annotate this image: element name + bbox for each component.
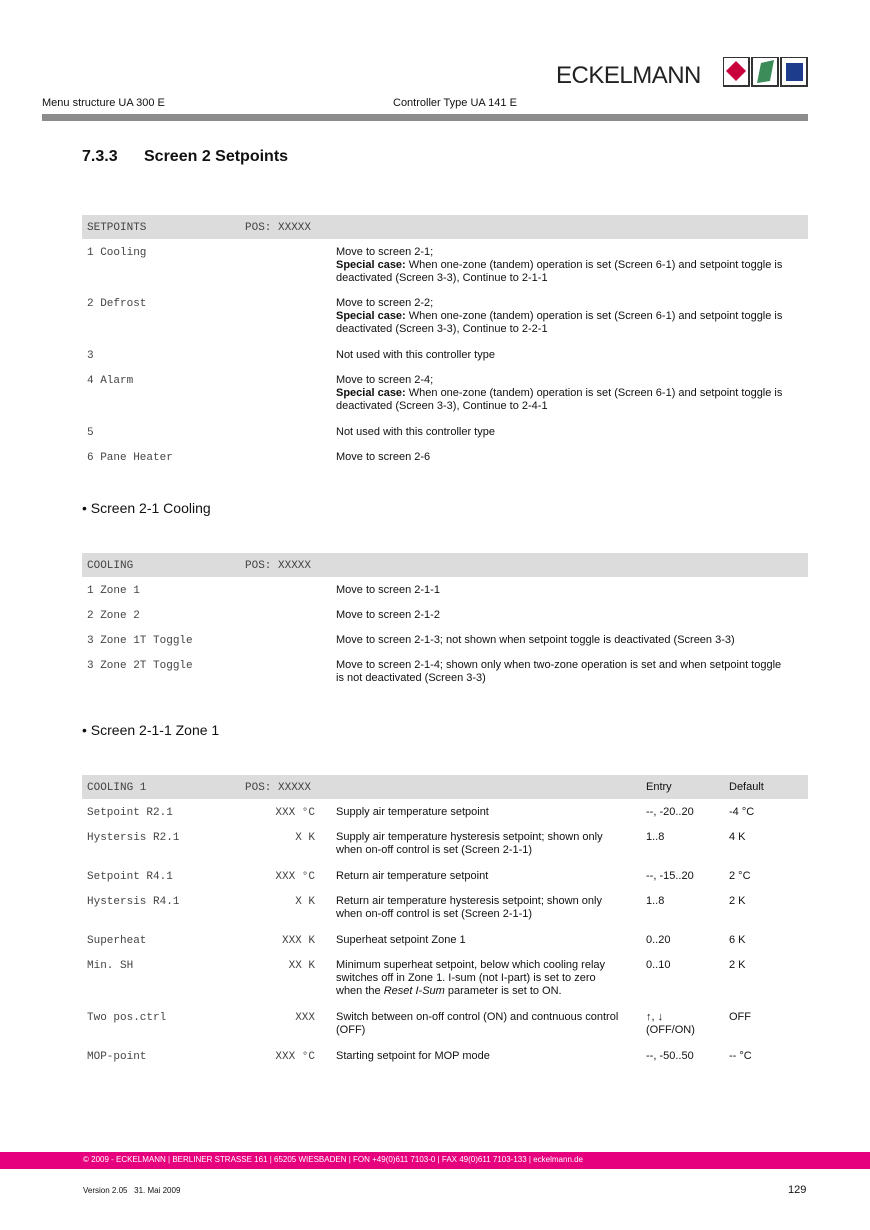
row-entry: 0..10 bbox=[646, 959, 671, 971]
row-entry: --, -15..20 bbox=[646, 870, 694, 882]
desc-line: when on-off control is set (Screen 2-1-1) bbox=[336, 844, 533, 856]
logo-mark-icon bbox=[723, 57, 809, 87]
row-description: Move to screen 2-1-1 bbox=[336, 584, 440, 596]
bullet-icon: • bbox=[82, 500, 87, 516]
row-description bbox=[336, 895, 636, 921]
logo-text: ECKELMANN bbox=[556, 62, 701, 89]
row-name: Hystersis R4.1 bbox=[87, 896, 180, 908]
row-default: 4 K bbox=[729, 831, 746, 843]
page-number: 129 bbox=[788, 1184, 807, 1196]
row-value: X K bbox=[295, 832, 315, 844]
row-description: Move to screen 2-6 bbox=[336, 451, 431, 463]
row-description bbox=[336, 374, 808, 413]
row-name: 2 Defrost bbox=[87, 298, 147, 310]
desc-line: Return air temperature hysteresis setpoint; shown only bbox=[336, 895, 602, 907]
desc-line: when the bbox=[336, 985, 384, 997]
row-name: 6 Pane Heater bbox=[87, 452, 173, 464]
row-entry bbox=[646, 1011, 695, 1037]
table-head-name: COOLING 1 bbox=[87, 782, 147, 794]
bullet-icon: • bbox=[82, 722, 87, 738]
row-name: 3 Zone 1T Toggle bbox=[87, 635, 193, 647]
row-entry: 0..20 bbox=[646, 934, 671, 946]
row-value: XXX °C bbox=[275, 871, 315, 883]
special-case-label: Special case: bbox=[336, 387, 406, 399]
row-description: Not used with this controller type bbox=[336, 426, 495, 438]
subsection-title: Screen 2-1 Cooling bbox=[90, 500, 211, 516]
row-entry: 1..8 bbox=[646, 895, 665, 907]
row-name: Two pos.ctrl bbox=[87, 1012, 167, 1024]
row-entry: --, -20..20 bbox=[646, 806, 694, 818]
row-default: OFF bbox=[729, 1011, 751, 1023]
row-name: Min. SH bbox=[87, 960, 134, 972]
row-name: 2 Zone 2 bbox=[87, 610, 140, 622]
row-description: Supply air temperature setpoint bbox=[336, 806, 489, 818]
table-head-entry: Entry bbox=[646, 781, 672, 793]
setpoints-table-header bbox=[82, 215, 808, 239]
desc-line: when on-off control is set (Screen 2-1-1) bbox=[336, 908, 533, 920]
row-description: Move to screen 2-1-3; not shown when setpoint toggle is deactivated (Screen 3-3) bbox=[336, 634, 735, 646]
row-entry: 1..8 bbox=[646, 831, 665, 843]
desc-line: parameter is set to ON. bbox=[444, 985, 562, 997]
table-head-name: COOLING bbox=[87, 560, 134, 572]
row-default: 2 K bbox=[729, 959, 746, 971]
row-description bbox=[336, 659, 808, 685]
row-name: MOP-point bbox=[87, 1051, 147, 1063]
desc-line: Move to screen 2-2; bbox=[336, 297, 434, 309]
row-value: X K bbox=[295, 896, 315, 908]
desc-line: When one-zone (tandem) operation is set (Screen 6-1) and setpoint toggle is bbox=[405, 310, 783, 322]
header-document-title: Menu structure UA 300 E bbox=[42, 97, 165, 109]
row-description: Starting setpoint for MOP mode bbox=[336, 1050, 490, 1062]
section-title: Screen 2 Setpoints bbox=[144, 148, 289, 165]
footer-bar bbox=[0, 1152, 870, 1169]
desc-line: Move to screen 2-4; bbox=[336, 374, 434, 386]
desc-line: Move to screen 2-1-4; shown only when two-zone operation is set and when setpoint toggle bbox=[336, 659, 782, 671]
section-number: 7.3.3 bbox=[82, 148, 118, 165]
row-name: 1 Cooling bbox=[87, 247, 147, 259]
cooling1-table-header bbox=[82, 775, 808, 799]
subsection-title: Screen 2-1-1 Zone 1 bbox=[90, 722, 220, 738]
row-name: 3 bbox=[87, 350, 94, 362]
row-name: Setpoint R2.1 bbox=[87, 807, 173, 819]
table-head-pos: POS: XXXXX bbox=[245, 560, 312, 572]
row-description bbox=[336, 246, 808, 285]
row-value: XXX °C bbox=[275, 807, 315, 819]
row-description: Not used with this controller type bbox=[336, 349, 495, 361]
desc-line: When one-zone (tandem) operation is set (Screen 6-1) and setpoint toggle is bbox=[405, 387, 783, 399]
row-name: 1 Zone 1 bbox=[87, 585, 140, 597]
row-name: 5 bbox=[87, 427, 94, 439]
row-name: Superheat bbox=[87, 935, 147, 947]
row-entry: --, -50..50 bbox=[646, 1050, 694, 1062]
header-divider bbox=[42, 114, 808, 121]
desc-line: When one-zone (tandem) operation is set (Screen 6-1) and setpoint toggle is bbox=[405, 259, 783, 271]
desc-line: deactivated (Screen 3-3), Continue to 2-4-1 bbox=[336, 400, 548, 412]
row-name: Hystersis R2.1 bbox=[87, 832, 180, 844]
row-value: XXX K bbox=[281, 935, 315, 947]
desc-line: Move to screen 2-1; bbox=[336, 246, 434, 258]
reset-isum-term: Reset I-Sum bbox=[383, 985, 445, 997]
desc-line: switches off in Zone 1. I-sum (not I-part) is set to zero bbox=[336, 972, 596, 984]
row-description bbox=[336, 831, 636, 857]
row-default: 6 K bbox=[729, 934, 746, 946]
table-head-name: SETPOINTS bbox=[87, 222, 147, 234]
row-name: 4 Alarm bbox=[87, 375, 134, 387]
row-default: -- °C bbox=[729, 1050, 752, 1062]
row-description: Superheat setpoint Zone 1 bbox=[336, 934, 466, 946]
row-default: 2 °C bbox=[729, 870, 751, 882]
row-default: 2 K bbox=[729, 895, 746, 907]
desc-line: deactivated (Screen 3-3), Continue to 2-2-1 bbox=[336, 323, 548, 335]
row-description: Return air temperature setpoint bbox=[336, 870, 489, 882]
table-head-pos: POS: XXXXX bbox=[245, 222, 312, 234]
desc-line: Supply air temperature hysteresis setpoint; shown only bbox=[336, 831, 603, 843]
row-value: XXX bbox=[295, 1012, 315, 1024]
arrow-keys-icon: ↑, ↓ bbox=[646, 1011, 664, 1023]
subsection-heading bbox=[82, 500, 211, 516]
row-description bbox=[336, 297, 808, 336]
row-description: Move to screen 2-1-2 bbox=[336, 609, 440, 621]
row-value: XXX °C bbox=[275, 1051, 315, 1063]
row-value: XX K bbox=[288, 960, 315, 972]
section-heading bbox=[82, 148, 288, 166]
row-description bbox=[336, 1011, 636, 1037]
table-head-default: Default bbox=[729, 781, 764, 793]
special-case-label: Special case: bbox=[336, 310, 406, 322]
desc-line: Minimum superheat setpoint, below which cooling relay bbox=[336, 959, 606, 971]
table-head-pos: POS: XXXXX bbox=[245, 782, 312, 794]
row-default: -4 °C bbox=[729, 806, 755, 818]
row-name: 3 Zone 2T Toggle bbox=[87, 660, 193, 672]
entry-line: (OFF/ON) bbox=[646, 1024, 695, 1036]
row-name: Setpoint R4.1 bbox=[87, 871, 173, 883]
subsection-heading bbox=[82, 722, 219, 738]
row-description bbox=[336, 959, 636, 998]
cooling-table-header bbox=[82, 553, 808, 577]
desc-line: (OFF) bbox=[336, 1024, 366, 1036]
desc-line: is not deactivated (Screen 3-3) bbox=[336, 672, 486, 684]
footer-contact-text: © 2009 - ECKELMANN | BERLINER STRASSE 161 | 65205 WIESBADEN | FON +49(0)611 7103-0 | FAX 49(0)611 7103-133 | eckelmann.de bbox=[83, 1155, 584, 1164]
desc-line: deactivated (Screen 3-3), Continue to 2-1-1 bbox=[336, 272, 548, 284]
version-text: Version 2.05 31. Mai 2009 bbox=[83, 1186, 181, 1195]
special-case-label: Special case: bbox=[336, 259, 406, 271]
desc-line: Switch between on-off control (ON) and contnuous control bbox=[336, 1011, 619, 1023]
header-controller-type: Controller Type UA 141 E bbox=[393, 97, 517, 109]
